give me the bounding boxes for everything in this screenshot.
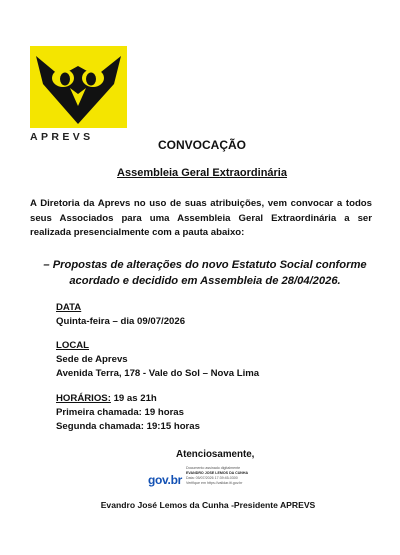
- stamp-verify: Verifique em https://validar.iti.gov.br: [186, 481, 243, 485]
- location-label: LOCAL: [56, 340, 90, 351]
- organization-logo: [30, 46, 127, 128]
- schedule-value: 19 as 21h: [110, 393, 157, 404]
- document-title: CONVOCAÇÃO: [157, 138, 246, 152]
- gov-br-logo: gov.br: [148, 473, 182, 487]
- schedule-section: [56, 392, 200, 434]
- stamp-date: Data: 05/07/2026 17:39:45-0300: [186, 476, 238, 480]
- location-address: Avenida Terra, 178 - Vale do Sol – Nova Lima: [56, 368, 260, 379]
- digital-signature-stamp: [186, 466, 286, 486]
- closing-greeting: Atenciosamente,: [176, 449, 255, 460]
- agenda-line: acordado e decidido em Assembleia de 28/04/2026.: [69, 275, 341, 287]
- date-value: Quinta-feira – dia 09/07/2026: [56, 316, 186, 327]
- location-section: [56, 339, 259, 381]
- second-call: Segunda chamada: 19:15 horas: [56, 421, 200, 432]
- date-label: DATA: [56, 302, 82, 313]
- date-section: [56, 301, 185, 329]
- schedule-line: [56, 392, 200, 406]
- signatory-line: Evandro José Lemos da Cunha -Presidente APREVS: [100, 500, 316, 510]
- stamp-title: Documento assinado digitalmente: [186, 466, 241, 470]
- first-call: Primeira chamada: 19 horas: [56, 407, 184, 418]
- location-name: Sede de Aprevs: [56, 354, 128, 365]
- schedule-label: HORÁRIOS:: [56, 393, 111, 404]
- intro-paragraph: A Diretoria da Aprevs no uso de suas atribuições, vem convocar a todos seus Associados para uma Assembleia Geral Extraordinária a ser realizada presencialmente com a pauta abaixo:: [30, 198, 372, 238]
- logo-wordmark: APREVS: [30, 131, 94, 143]
- document-subtitle: Assembleia Geral Extraordinária: [117, 167, 287, 179]
- owl-logo-icon: [30, 46, 127, 128]
- signer-name: EVANDRO JOSE LEMOS DA CUNHA: [186, 471, 249, 475]
- agenda-line: – Propostas de alterações do novo Estatuto Social conforme: [43, 259, 367, 271]
- agenda-item: [40, 257, 370, 289]
